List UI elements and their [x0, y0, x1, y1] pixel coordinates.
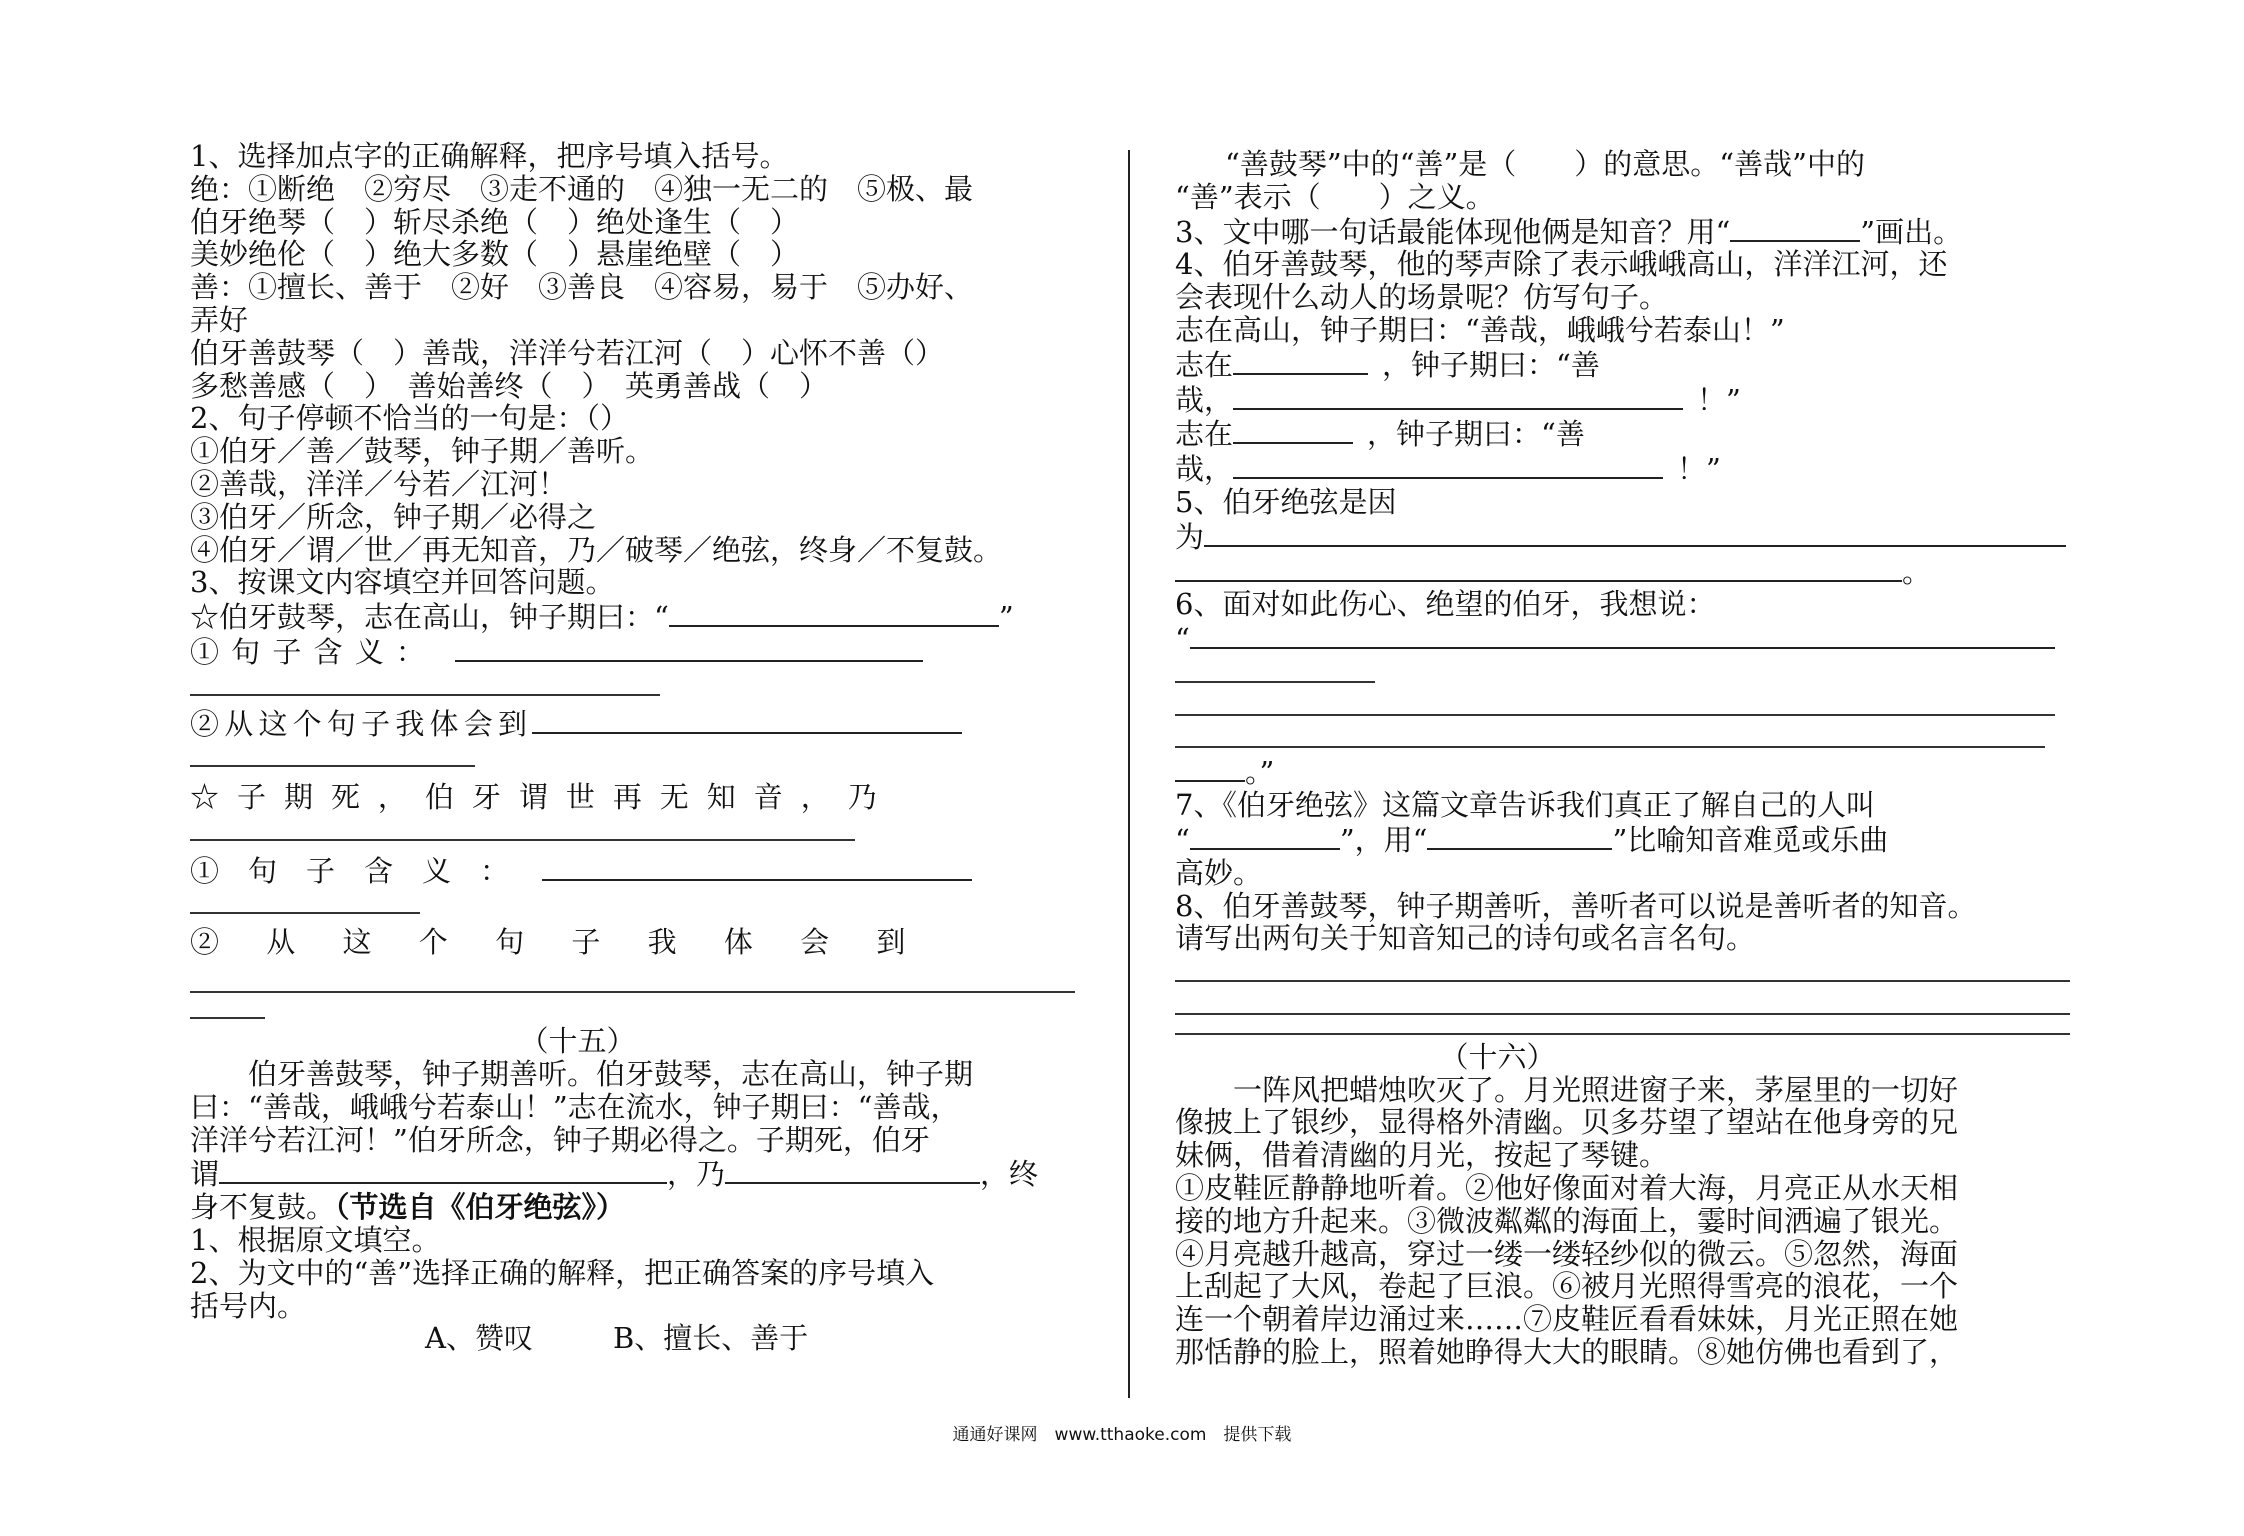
section-16-title: （十六）	[1439, 1039, 1556, 1074]
q1-shan-options-2: 弄好	[190, 302, 249, 337]
q4-fill2-c: 哉，	[1175, 452, 1234, 487]
q4b: 会表现什么动人的场景呢？仿写句子。	[1175, 280, 1669, 315]
passage-15-wei: 谓	[190, 1157, 220, 1192]
passage-15-line1: 伯牙善鼓琴，钟子期善听。伯牙鼓琴，志在高山，钟子期	[248, 1056, 974, 1091]
q6-close: 。”	[1245, 755, 1275, 790]
p15-choice-b: B、擅长、善于	[612, 1321, 809, 1356]
q4a: 4、伯牙善鼓琴，他的琴声除了表示峨峨高山，洋洋江河，还	[1175, 247, 1948, 282]
passage-16-line8: 连一个朝着岸边涌过来……⑦皮鞋匠看看妹妹，月光正照在她	[1175, 1302, 1959, 1337]
passage-16-line3: 妹俩，借着清幽的月光，按起了琴键。	[1175, 1138, 1669, 1173]
q2-option-b: ②善哉，洋洋／兮若／江河！	[190, 466, 568, 501]
q6-close-line	[1175, 754, 2070, 789]
q2-option-d: ④伯牙／谓／世／再无知音，乃／破琴／绝弦，终身／不复鼓。	[190, 532, 1003, 567]
p15-question1: 1、根据原文填空。	[190, 1222, 441, 1257]
right-line2: “善”表示（ ）之义。	[1175, 179, 1495, 214]
q5a: 5、伯牙绝弦是因	[1175, 484, 1397, 519]
q1-shan-options: 善：①擅长、善于 ②好 ③善良 ④容易，易于 ⑤办好、	[190, 270, 974, 305]
q3-star2-text: ☆子期死，伯牙谓世再无知音，乃	[190, 780, 895, 815]
q7-blank2[interactable]	[1427, 822, 1612, 850]
q4-example: 志在高山，钟子期曰：“善哉，峨峨兮若泰山！”	[1175, 312, 1785, 347]
answer-line[interactable]	[1175, 656, 2070, 689]
q3-star1-blank[interactable]	[669, 599, 999, 627]
section-15-title: （十五）	[519, 1024, 636, 1059]
q3-star1-end: ”	[998, 600, 1014, 635]
q1-shan-row1: 伯牙善鼓琴（ ）善哉，洋洋兮若江河（ ）心怀不善（）	[190, 335, 945, 370]
q3-right-end: ”画出。	[1860, 214, 1963, 249]
q6-line1	[1175, 621, 2070, 656]
q7b	[1175, 822, 2070, 857]
q3-meaning2-blank[interactable]	[542, 853, 972, 881]
p15-choice-a: A、赞叹	[425, 1321, 533, 1356]
q5c	[1175, 554, 2070, 589]
q5b-text: 为	[1175, 519, 1205, 554]
q4-fill1-blank2[interactable]	[1233, 382, 1683, 410]
passage-16-line2: 像披上了银纱，显得格外清幽。贝多芬望了望站在他身旁的兄	[1175, 1105, 1959, 1140]
p15-choices	[190, 1322, 1085, 1355]
q1-shan-row2: 多愁善感（ ） 善始善终（ ） 英勇善战（ ）	[190, 368, 829, 403]
q4-fill1-b: ，钟子期曰：“善	[1382, 347, 1600, 382]
q6-open: “	[1175, 622, 1190, 657]
passage-15-line5	[190, 1191, 1085, 1224]
q3-title: 3、按课文内容填空并回答问题。	[190, 565, 615, 600]
q3-right-text: 3、文中哪一句话最能体现他俩是知音？用“	[1175, 214, 1731, 249]
q4-fill2-d: ！”	[1677, 452, 1721, 487]
p15-question2b: 括号内。	[190, 1288, 307, 1323]
answer-line[interactable]	[190, 669, 1085, 702]
q3-feel2-label: ②从这个句子我体会到	[190, 925, 953, 960]
q1-title: 1、选择加点字的正确解释，把序号填入括号。	[190, 139, 789, 173]
passage-15-nai: ，乃	[667, 1157, 726, 1192]
q7a: 7、《伯牙绝弦》这篇文章告诉我们真正了解自己的人叫	[1175, 788, 1875, 823]
q5-blank1[interactable]	[1204, 519, 2066, 547]
q3-meaning2-label: ①句子含义：	[190, 853, 539, 888]
q8a: 8、伯牙善鼓琴，钟子期善听，善听者可以说是善听者的知音。	[1175, 888, 1977, 923]
q8b: 请写出两句关于知音知己的诗句或名言名句。	[1175, 921, 1756, 956]
passage-15-source: （节选自《伯牙绝弦》）	[335, 1190, 626, 1225]
passage-15-end: 身不复鼓。	[190, 1190, 336, 1225]
q6: 6、面对如此伤心、绝望的伯牙，我想说：	[1175, 587, 1716, 622]
passage-16-line1: 一阵风把蜡烛吹灭了。月光照进窗子来，茅屋里的一切好	[1233, 1072, 1959, 1107]
answer-line[interactable]	[190, 814, 1085, 847]
passage-15-blank2[interactable]	[725, 1156, 980, 1184]
passage-16-line9: 那恬静的脸上，照着她睁得大大的眼睛。⑧她仿佛也看到了，	[1175, 1334, 1959, 1369]
passage-16-line7: 上刮起了大风，卷起了巨浪。⑥被月光照得雪亮的浪花，一个	[1175, 1269, 1959, 1304]
q7b-mid: ”，用“	[1339, 822, 1428, 857]
q3-right-blank[interactable]	[1730, 214, 1860, 242]
q4-fill2-a: 志在	[1175, 417, 1234, 452]
q2-option-c: ③伯牙／所念，钟子期／必得之	[190, 499, 597, 534]
q6-blank1[interactable]	[1190, 621, 2055, 649]
q3-meaning	[190, 634, 1085, 669]
q3-star1-text: ☆伯牙鼓琴，志在高山，钟子期曰：“	[190, 600, 669, 635]
q4-fill1-cont	[1175, 382, 2070, 417]
q1-jue-row2: 美妙绝伦（ ）绝大多数（ ）悬崖绝壁（ ）	[190, 237, 800, 272]
p15-question2a: 2、为文中的“善”选择正确的解释，把正确答案的序号填入	[190, 1255, 935, 1290]
q3-meaning-label: ①句子含义：	[190, 634, 438, 669]
passage-16-line5: 接的地方升起来。③微波粼粼的海面上，霎时间洒遍了银光。	[1175, 1203, 1959, 1238]
q4-fill2-blank2[interactable]	[1233, 451, 1663, 479]
q5b	[1175, 519, 2070, 554]
q3-star2	[190, 781, 1085, 814]
passage-15-line2: 曰：“善哉，峨峨兮若泰山！”志在流水，钟子期曰：“善哉，	[190, 1089, 960, 1124]
q7b-open: “	[1175, 822, 1190, 857]
q6-blank-end[interactable]	[1175, 754, 1245, 782]
passage-16-line6: ④月亮越升越高，穿过一缕一缕轻纱似的微云。⑤忽然，海面	[1175, 1236, 1959, 1271]
answer-line[interactable]	[1175, 722, 2070, 755]
answer-line[interactable]	[190, 888, 1085, 921]
q4-fill2	[1175, 416, 2070, 451]
right-line1: “善鼓琴”中的“善”是（ ）的意思。“善哉”中的	[1225, 147, 1865, 181]
q4-fill2-cont	[1175, 451, 2070, 486]
q3-star1	[190, 599, 1085, 634]
page-footer: 通通好课网 www.tthaoke.com 提供下载	[952, 1425, 1292, 1445]
passage-15-line4	[190, 1156, 1085, 1191]
passage-15-line3: 洋洋兮若江河！”伯牙所念，钟子期必得之。子期死，伯牙	[190, 1122, 930, 1157]
q4-fill1-d: ！”	[1697, 382, 1741, 417]
q5-blank2[interactable]	[1175, 554, 1902, 582]
q4-fill1-blank1[interactable]	[1233, 347, 1368, 375]
answer-line[interactable]	[1175, 1021, 2070, 1041]
answer-line[interactable]	[190, 999, 1085, 1025]
answer-line[interactable]	[1175, 988, 2070, 1021]
answer-line[interactable]	[1175, 955, 2070, 988]
q3-feel-blank[interactable]	[532, 706, 962, 734]
q7c: 高妙。	[1175, 855, 1263, 890]
passage-15-blank1[interactable]	[219, 1156, 667, 1184]
q4-fill2-b: ，钟子期曰：“善	[1367, 417, 1585, 452]
q3-feel2	[190, 926, 1085, 959]
q2-option-a: ①伯牙／善／鼓琴，钟子期／善听。	[190, 434, 655, 469]
q2-title: 2、句子停顿不恰当的一句是：（）	[190, 401, 629, 436]
q4-fill2-blank1[interactable]	[1233, 416, 1353, 444]
q4-fill1-a: 志在	[1175, 347, 1234, 382]
q1-jue-row1: 伯牙绝琴（ ）斩尽杀绝（ ）绝处逢生（ ）	[190, 204, 800, 239]
q3-meaning-blank[interactable]	[455, 634, 923, 662]
right-column	[1175, 148, 2070, 1369]
column-divider	[1128, 150, 1130, 1398]
q4-fill1-c: 哉，	[1175, 382, 1234, 417]
q4-fill1	[1175, 347, 2070, 382]
q3-meaning2	[190, 853, 1085, 888]
passage-15-zhong: ，终	[980, 1157, 1039, 1192]
q3-right	[1175, 214, 2070, 249]
q7-blank1[interactable]	[1190, 822, 1340, 850]
answer-line[interactable]	[190, 959, 1085, 999]
answer-line[interactable]	[1175, 689, 2070, 722]
q3-feel	[190, 706, 1085, 741]
q1-jue-options: 绝：①断绝 ②穷尽 ③走不通的 ④独一无二的 ⑤极、最	[190, 171, 974, 206]
left-column	[190, 140, 1085, 1355]
passage-16-line4: ①皮鞋匠静静地听着。②他好像面对着大海，月亮正从水天相	[1175, 1170, 1959, 1205]
answer-line[interactable]	[190, 740, 1085, 773]
q5-end: 。	[1902, 554, 1932, 589]
q7b-end: ”比喻知音难觅或乐曲	[1612, 822, 1889, 857]
q3-feel-label: ②从这个句子我体会到	[190, 706, 533, 741]
